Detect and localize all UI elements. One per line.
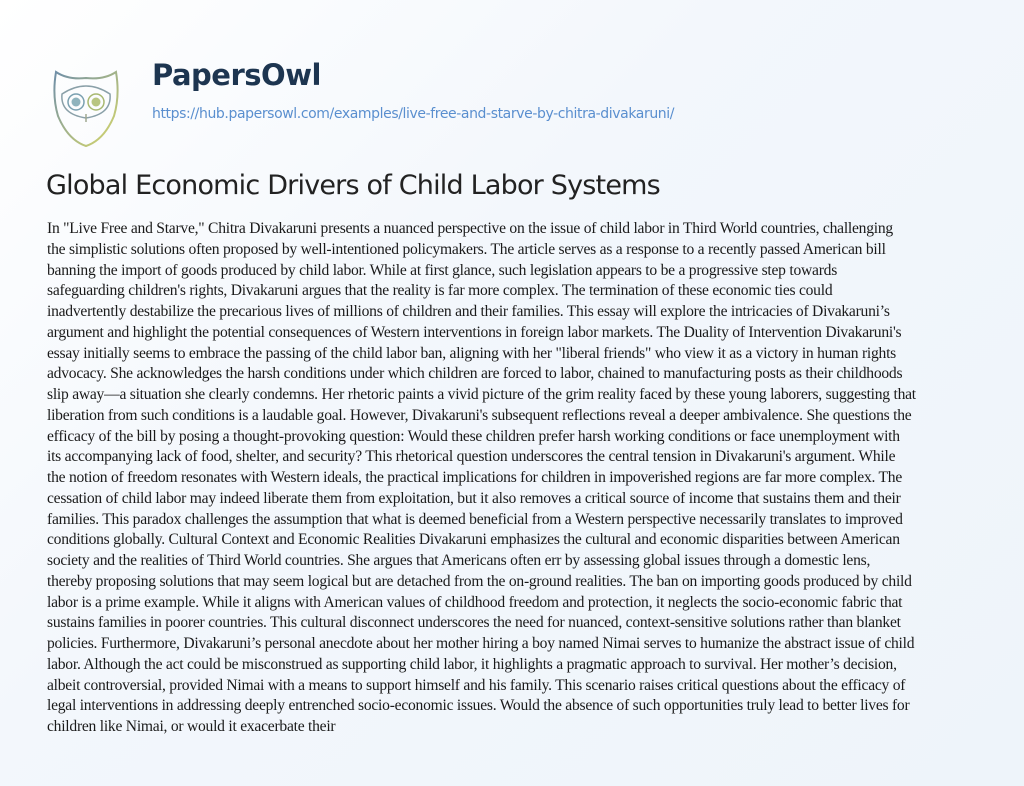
papersowl-logo-icon xyxy=(50,66,122,150)
essay-text-line: sustains families in poorer countries. This cultural disconnect underscores the need for nuanced, context-sensitive solutions rather than blanket xyxy=(47,614,901,632)
essay-body xyxy=(47,219,1007,738)
essay-text-line: banning the import of goods produced by child labor. While at first glance, such legislation appears to be a progressive step towards xyxy=(47,261,838,279)
essay-text-line: safeguarding children's rights, Divakaruni argues that the reality is far more complex. The termination of these economic ties could xyxy=(47,282,833,300)
source-url-link[interactable]: https://hub.papersowl.com/examples/live-free-and-starve-by-chitra-divakaruni/ xyxy=(152,106,675,122)
essay-text-line: slip away—a situation she clearly condemns. Her rhetoric paints a vivid picture of the grim reality faced by these young laborers, suggesting that xyxy=(47,386,916,403)
essay-text-line: legal interventions in addressing deeply entrenched socio-economic issues. Would the absence of such opportunities truly lead to better lives for xyxy=(47,697,910,715)
essay-text-line: thereby proposing solutions that may seem logical but are detached from the on-ground realities. The ban on importing goods produced by child xyxy=(47,572,912,590)
essay-text-line: labor is a prime example. While it aligns with American values of childhood freedom and protection, it neglects the socio-economic fabric that xyxy=(47,593,903,611)
essay-text-line: policies. Furthermore, Divakaruni’s personal anecdote about her mother hiring a boy named Nimai serves to humanize the abstract issue of child xyxy=(47,635,915,652)
essay-text-line: efficacy of the bill by posing a thought-provoking question: Would these children prefer harsh working conditions or face unemployment with xyxy=(47,427,900,445)
essay-text-line: essay initially seems to embrace the passing of the child labor ban, aligning with her "liberal friends" who view it as a victory in human rights xyxy=(47,344,897,362)
essay-text-line: advocacy. She acknowledges the harsh conditions under which children are forced to labor, chained to manufacturing posts as their childhoods xyxy=(47,365,903,383)
essay-text-line: children like Nimai, or would it exacerbate their xyxy=(47,718,336,735)
brand-name: PapersOwl xyxy=(152,58,321,92)
essay-text-line: families. This paradox challenges the assumption that what is deemed beneficial from a Western perspective necessarily translates to improved xyxy=(47,510,903,528)
essay-text-line: conditions globally. Cultural Context and Economic Realities Divakaruni emphasizes the cultural and economic disparities between American xyxy=(47,531,900,549)
essay-text-line: its accompanying lack of food, shelter, and security? This rhetorical question underscores the central tension in Divakaruni's argument. While xyxy=(47,448,896,466)
essay-text-line: argument and highlight the potential consequences of Western interventions in foreign labor markets. The Duality of Intervention Divakaruni's xyxy=(47,323,902,341)
essay-text-line: society and the realities of Third World countries. She argues that Americans often err by assessing global issues through a domestic lens, xyxy=(47,552,871,569)
page-title: Global Economic Drivers of Child Labor Systems xyxy=(46,170,660,201)
essay-text-line: inadvertently destabilize the precarious lives of millions of children and their families. This essay will explore the intricacies of Divakaruni’s xyxy=(47,303,890,320)
essay-text-line: albeit controversial, provided Nimai with a means to support himself and his family. This scenario raises critical questions about the efficacy of xyxy=(47,676,906,694)
essay-text-line: labor. Although the act could be misconstrued as supporting child labor, it highlights a pragmatic approach to survival. Her mother’s decision, xyxy=(47,655,897,673)
essay-text-line: In "Live Free and Starve," Chitra Divakaruni presents a nuanced perspective on the issue of child labor in Third World countries, challenging xyxy=(47,220,893,237)
essay-text-line: the simplistic solutions often proposed by well-intentioned policymakers. The article serves as a response to a recently passed American bill xyxy=(47,240,886,258)
essay-text-line: the notion of freedom resonates with Western ideals, the practical implications for children in impoverished regions are far more complex. The xyxy=(47,469,903,486)
essay-text-line: cessation of child labor may indeed liberate them from exploitation, but it also removes a critical source of income that sustains them and their xyxy=(47,489,901,507)
essay-text-line: liberation from such conditions is a laudable goal. However, Divakaruni's subsequent reflections reveal a deeper ambivalence. She questions the xyxy=(47,406,912,424)
